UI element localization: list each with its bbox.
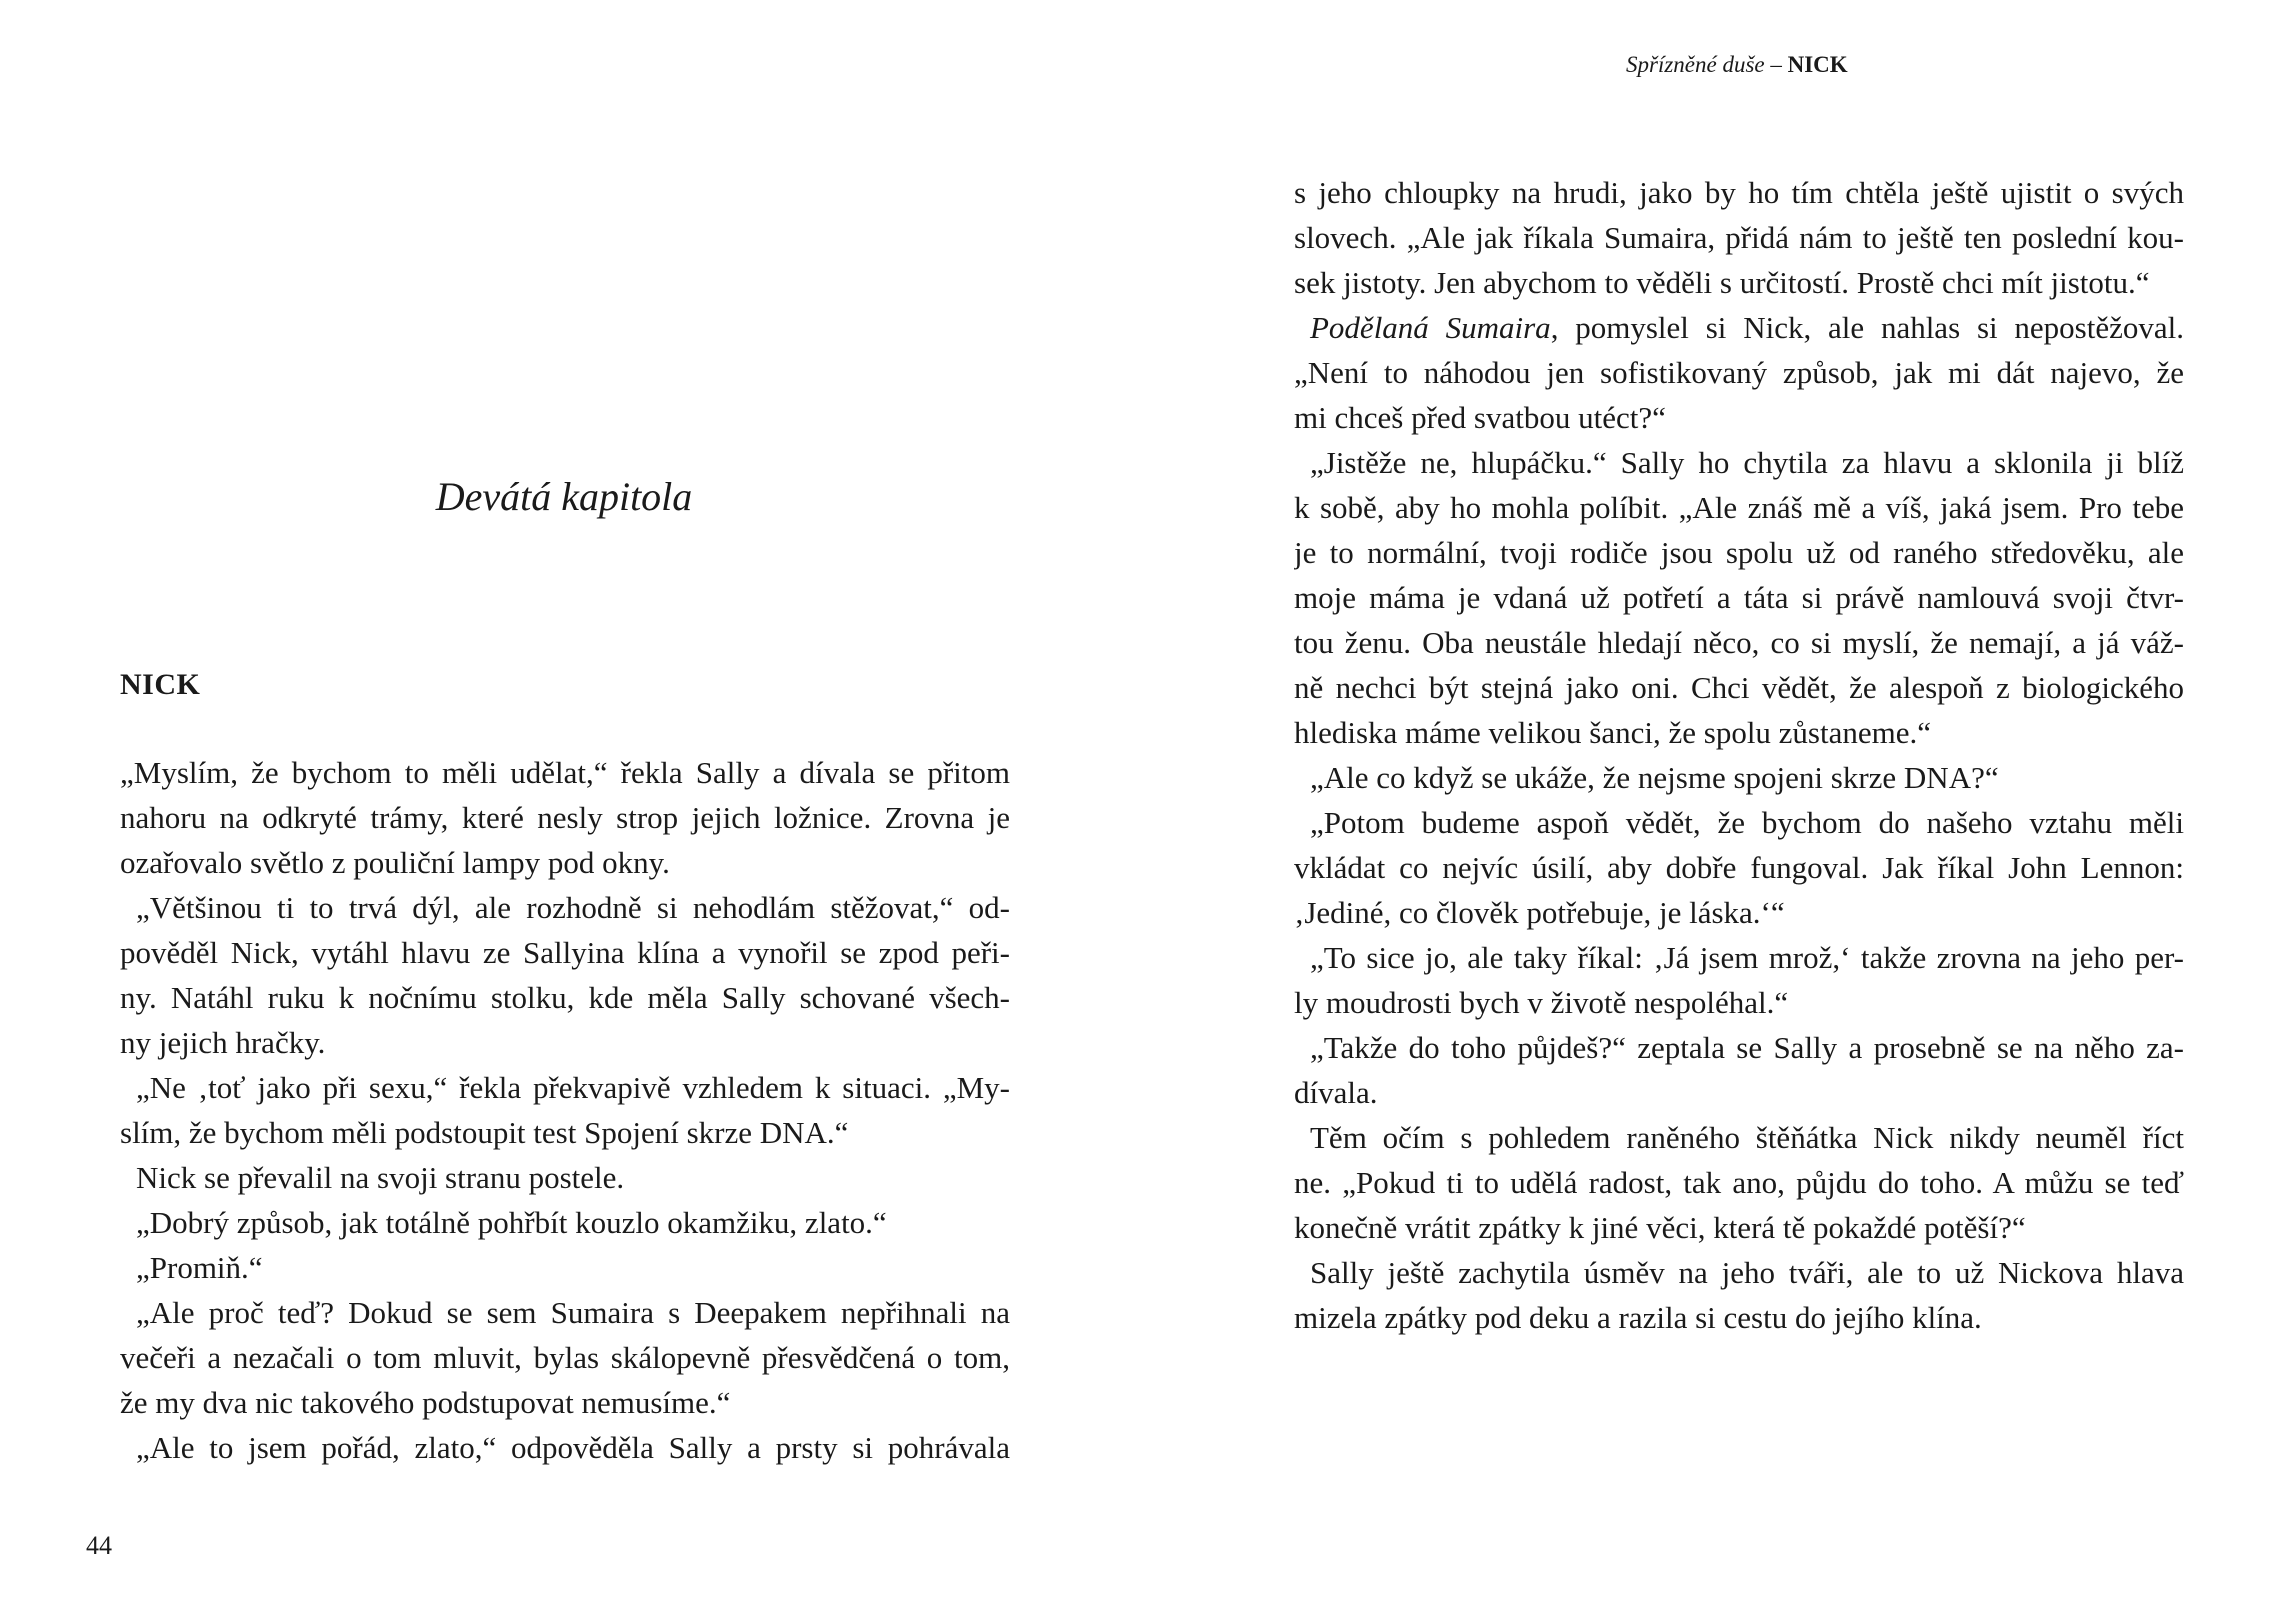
text-line: „Potom budeme aspoň vědět, že bychom do našeho vztahu měli (1310, 805, 2184, 840)
text-line: pověděl Nick, vytáhl hlavu ze Sallyina klína a vynořil se zpod peři- (120, 935, 1010, 970)
text-line: „Většinou ti to trvá dýl, ale rozhodně si nehodlám stěžovat,“ od- (136, 890, 1010, 925)
text-line: ‚Jediné, co člověk potřebuje, je láska.‘“ (1294, 895, 1785, 930)
text-line: „Jistěže ne, hlupáčku.“ Sally ho chytila za hlavu a sklonila ji blíž (1310, 445, 2184, 480)
text-line: hlediska máme velikou šanci, že spolu zůstaneme.“ (1294, 715, 1932, 750)
text-line: mi chceš před svatbou utéct?“ (1294, 400, 1666, 435)
text-line: konečně vrátit zpátky k jiné věci, která tě pokaždé potěší?“ (1294, 1210, 2026, 1245)
text-line: „Promiň.“ (136, 1250, 263, 1285)
section-heading: NICK (120, 668, 201, 701)
text-line: tou ženu. Oba neustále hledají něco, co si myslí, že nemají, a já váž- (1294, 625, 2184, 660)
text-line: dívala. (1294, 1075, 1378, 1110)
text-line: Těm očím s pohledem raněného štěňátka Nick nikdy neuměl říct (1310, 1120, 2184, 1155)
chapter-title: Devátá kapitola (435, 474, 693, 519)
text-line: ozařovalo světlo z pouliční lampy pod okny. (120, 845, 670, 880)
text-line: ně nechci být stejná jako oni. Chci vědět, že alespoň z biologického (1294, 670, 2184, 705)
text-line: ny. Natáhl ruku k nočnímu stolku, kde měla Sally schované všech- (120, 980, 1010, 1015)
text-line: sek jistoty. Jen abychom to věděli s určitostí. Prostě chci mít jistotu.“ (1294, 265, 2150, 300)
right-page-body-text (1294, 170, 2184, 1340)
text-line: slovech. „Ale jak říkala Sumaira, přidá nám to ještě ten poslední kou- (1294, 220, 2184, 255)
text-line: „Ale proč teď? Dokud se sem Sumaira s Deepakem nepřihnali na (136, 1295, 1010, 1330)
text-line: Sally ještě zachytila úsměv na jeho tváři, ale to už Nickova hlava (1310, 1255, 2184, 1290)
text-line: ne. „Pokud ti to udělá radost, tak ano, půjdu do toho. A můžu se teď (1294, 1165, 2184, 1200)
text-line: „Ale co když se ukáže, že nejsme spojeni skrze DNA?“ (1310, 760, 1999, 795)
text-line: mizela zpátky pod deku a razila si cestu do jejího klína. (1294, 1300, 1982, 1335)
running-header-separator: – (1764, 52, 1788, 77)
text-line: ly moudrosti bych v životě nespoléhal.“ (1294, 985, 1789, 1020)
text-line: k sobě, aby ho mohla políbit. „Ale znáš mě a víš, jaká jsem. Pro tebe (1294, 490, 2184, 525)
text-line: „Dobrý způsob, jak totálně pohřbít kouzlo okamžiku, zlato.“ (136, 1205, 887, 1240)
text-line: „Ale to jsem pořád, zlato,“ odpověděla Sally a prsty si pohrávala (136, 1430, 1010, 1465)
italic-thought: Podělaná Sumaira (1310, 310, 1551, 345)
text-line: Podělaná Sumaira, pomyslel si Nick, ale nahlas si nepostěžoval. (1310, 310, 2184, 345)
text-line: „Není to náhodou jen sofistikovaný způsob, jak mi dát najevo, že (1294, 355, 2184, 390)
text-line: Nick se převalil na svoji stranu postele. (136, 1160, 625, 1195)
text-line: ny jejich hračky. (120, 1025, 326, 1060)
text-line: moje máma je vdaná už potřetí a táta si právě namlouvá svoji čtvr- (1294, 580, 2184, 615)
text-line: vkládat co nejvíc úsilí, aby dobře fungoval. Jak říkal John Lennon: (1294, 850, 2184, 885)
running-header-book-title: Spřízněné duše (1626, 52, 1765, 77)
text-line: nahoru na odkryté trámy, které nesly strop jejich ložnice. Zrovna je (120, 800, 1010, 835)
text-line: „Takže do toho půjdeš?“ zeptala se Sally a prosebně se na něho za- (1310, 1030, 2184, 1065)
left-page-body-text (120, 750, 1010, 1470)
running-header (1626, 52, 1856, 78)
text-line: s jeho chloupky na hrudi, jako by ho tím chtěla ještě ujistit o svých (1294, 175, 2184, 210)
text-line: „Myslím, že bychom to měli udělat,“ řekla Sally a dívala se přitom (120, 755, 1010, 790)
text-line: „To sice jo, ale taky říkal: ‚Já jsem mrož,‘ takže zrovna na jeho per- (1310, 940, 2184, 975)
page-number: 44 (86, 1531, 112, 1560)
running-header-chapter-name: NICK (1787, 52, 1848, 77)
text-line: večeři a nezačali o tom mluvit, bylas skálopevně přesvědčená o tom, (120, 1340, 1010, 1375)
text-line: že my dva nic takového podstupovat nemusíme.“ (120, 1385, 731, 1420)
text-line: slím, že bychom měli podstoupit test Spojení skrze DNA.“ (120, 1115, 849, 1150)
text-line: je to normální, tvoji rodiče jsou spolu už od raného středověku, ale (1294, 535, 2184, 570)
text-line: „Ne ‚toť jako při sexu,“ řekla překvapivě vzhledem k situaci. „My- (136, 1070, 1010, 1105)
